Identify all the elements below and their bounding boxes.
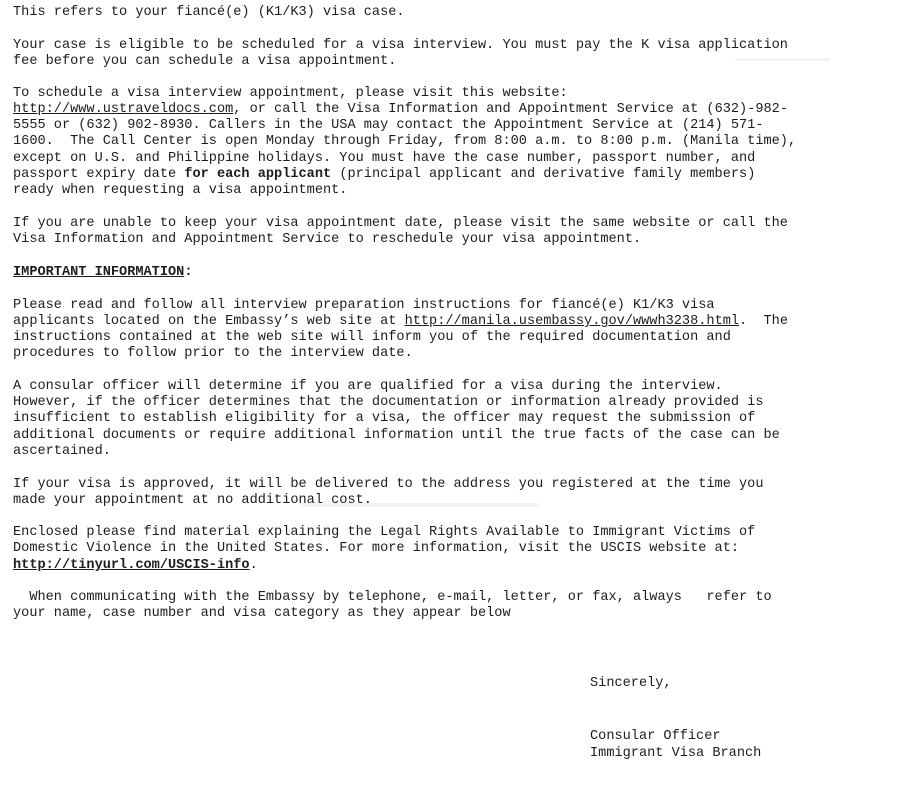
schedule-line-6 <box>13 167 755 183</box>
ustraveldocs-link[interactable]: http://www.ustraveldocs.com <box>13 102 234 117</box>
consular-line-4: additional documents or require additional information until the true facts of the case can be <box>13 428 780 443</box>
schedule-line-1: To schedule a visa interview appointment, please visit this website: <box>13 86 568 101</box>
schedule-line-6-pre: passport expiry date <box>13 167 185 182</box>
uscis-info-link[interactable]: http://tinyurl.com/USCIS-info <box>13 558 250 573</box>
instructions-line-2-post: . The <box>739 314 788 329</box>
important-heading-text: IMPORTANT INFORMATION <box>13 265 185 280</box>
eligible-line-2: fee before you can schedule a visa appointment. <box>13 54 397 69</box>
consular-line-1: A consular officer will determine if you are qualified for a visa during the interview. <box>13 379 723 394</box>
approved-line-1: If your visa is approved, it will be delivered to the address you registered at the time you <box>13 477 764 492</box>
consular-line-3: insufficient to establish eligibility for a visa, the officer may request the submission of <box>13 411 756 426</box>
enclosed-line-2: Domestic Violence in the United States. For more information, visit the USCIS website at: <box>13 541 740 556</box>
signature-branch: Immigrant Visa Branch <box>590 746 762 761</box>
signature-title: Consular Officer <box>590 729 721 744</box>
schedule-line-5: except on U.S. and Philippine holidays. You must have the case number, passport number, and <box>13 151 756 166</box>
enclosed-line-3-post: . <box>249 558 258 573</box>
embassy-website-link[interactable]: http://manila.usembassy.gov/wwwh3238.html <box>404 314 740 329</box>
schedule-line-6-post: (principal applicant and derivative family members) <box>331 167 756 182</box>
enclosed-line-3 <box>13 558 258 574</box>
instructions-line-2 <box>13 314 788 330</box>
important-heading <box>13 265 192 281</box>
reschedule-line-1: If you are unable to keep your visa appointment date, please visit the same website or call the <box>13 216 788 231</box>
schedule-line-4: 1600. The Call Center is open Monday through Friday, from 8:00 a.m. to 8:00 p.m. (Manila time), <box>13 134 797 149</box>
instructions-line-1: Please read and follow all interview preparation instructions for fiancé(e) K1/K3 visa <box>13 298 715 313</box>
schedule-line-2-text: , or call the Visa Information and Appointment Service at (632)-982- <box>233 102 788 117</box>
approved-line-2: made your appointment at no additional cost. <box>13 493 372 508</box>
closing-salutation: Sincerely, <box>590 676 672 691</box>
communicating-line-2: your name, case number and visa category as they appear below <box>13 606 511 621</box>
instructions-line-4: procedures to follow prior to the interview date. <box>13 346 413 361</box>
consular-line-2: However, if the officer determines that the documentation or information already provided is <box>13 395 764 410</box>
scan-artifact <box>735 58 830 61</box>
schedule-line-2 <box>13 102 788 118</box>
consular-line-5: ascertained. <box>13 444 111 459</box>
important-heading-colon: : <box>184 265 193 280</box>
instructions-line-2-pre: applicants located on the Embassy’s web site at <box>13 314 405 329</box>
enclosed-line-1: Enclosed please find material explaining the Legal Rights Available to Immigrant Victims of <box>13 525 756 540</box>
communicating-line-1: When communicating with the Embassy by telephone, e-mail, letter, or fax, always refer to <box>13 590 772 605</box>
instructions-line-3: instructions contained at the web site will inform you of the required documentation and <box>13 330 731 345</box>
schedule-line-7: ready when requesting a visa appointment. <box>13 183 348 198</box>
schedule-line-3: 5555 or (632) 902-8930. Callers in the USA may contact the Appointment Service at (214) 571- <box>13 118 764 133</box>
reschedule-line-2: Visa Information and Appointment Service to reschedule your visa appointment. <box>13 232 642 247</box>
each-applicant-emphasis: for each applicant <box>184 167 332 182</box>
intro-line: This refers to your fiancé(e) (K1/K3) visa case. <box>13 5 405 20</box>
eligible-line-1: Your case is eligible to be scheduled for a visa interview. You must pay the K visa application <box>13 38 788 53</box>
